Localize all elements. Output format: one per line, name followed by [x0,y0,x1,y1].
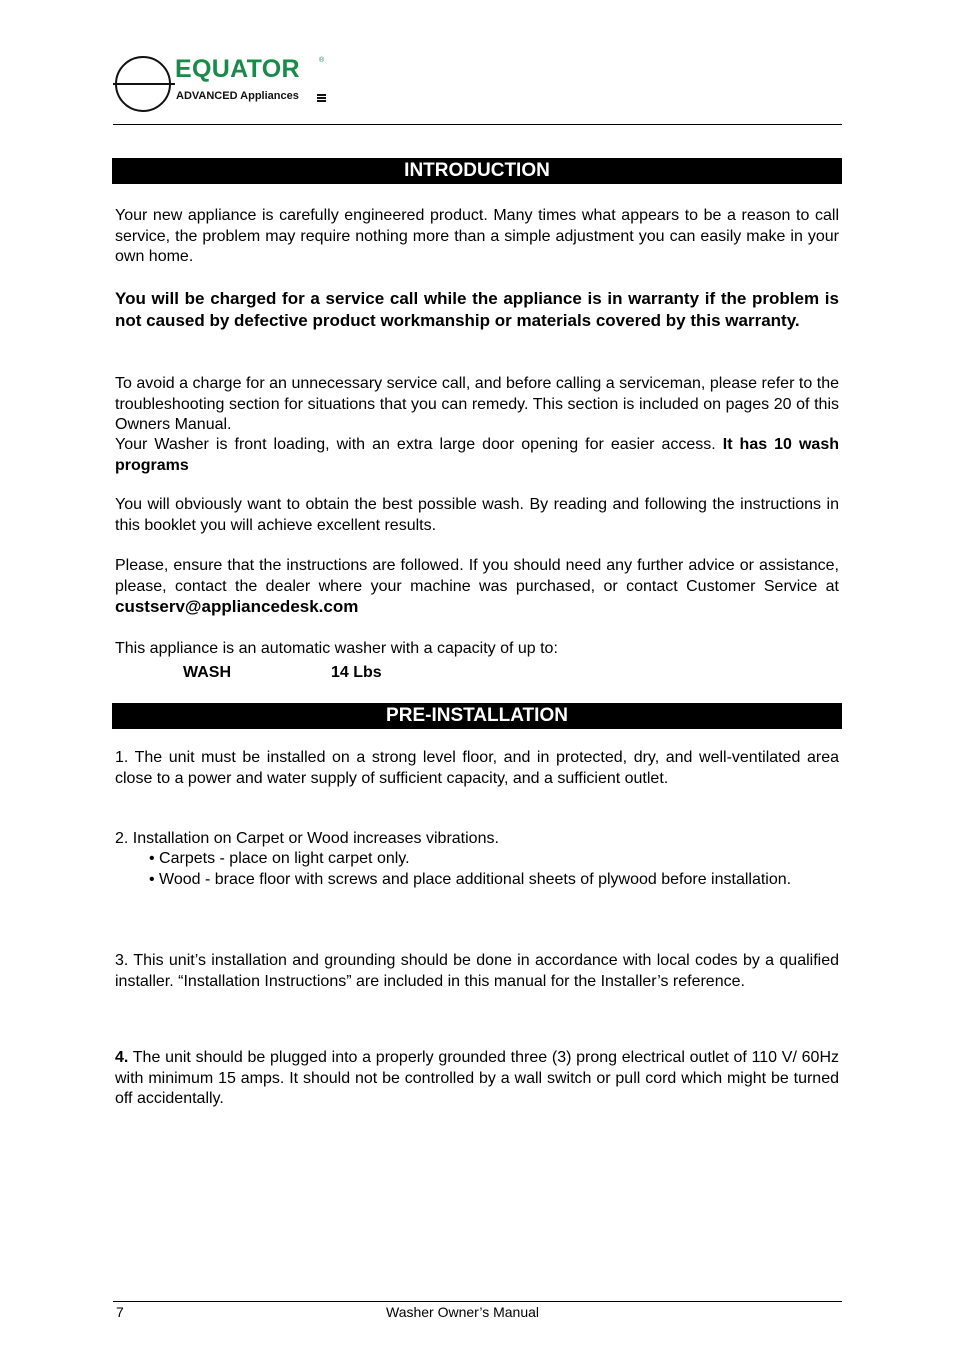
preinstall-item-2-bullet-wood: • Wood - brace floor with screws and place additional sheets of plywood before installation. [149,871,792,888]
intro-p6-text: Please, ensure that the instructions are followed. If you should need any further advice or assistance, please, contact the dealer where your machine was purchased, or contact Customer Service at [115,557,839,595]
capacity-value: 14 Lbs [331,664,382,681]
intro-warranty-notice: You will be charged for a service call while the appliance is in warranty if the problem is not caused by defective product workmanship or materials covered by this warranty. [115,289,839,330]
logo-bars-icon [317,94,326,102]
preinstall-item-1: 1. The unit must be installed on a strong level floor, and in protected, dry, and well-ventilated area close to a power and water supply of sufficient capacity, and a sufficient outlet. [115,749,839,787]
intro-paragraph-1: Your new appliance is carefully engineered product. Many times what appears to be a reason to call service, the problem may require nothing more than a simple adjustment you can easily make in your own home. [115,207,839,265]
preinstall-item-4-text: The unit should be plugged into a properly grounded three (3) prong electrical outlet of 110 V/ 60Hz with minimum 15 amps. It should not be controlled by a wall switch or pull cord which might be turned off accidentally. [115,1049,840,1107]
preinstall-item-3: 3. This unit’s installation and grounding should be done in accordance with local codes by a qualified installer. “Installation Instructions” are included in this manual for the Installer’s reference. [115,952,839,990]
preinstall-item-4 [115,1048,839,1110]
logo-tagline: ADVANCED Appliances [176,90,299,102]
preinstall-item-2: 2. Installation on Carpet or Wood increases vibrations. [115,830,499,847]
intro-p4-programs: It has 10 wash programs [115,436,839,474]
logo-brand: EQUATOR [175,55,300,83]
intro-p4-text: Your Washer is front loading, with an extra large door opening for easier access. [115,436,716,453]
intro-paragraph-3: To avoid a charge for an unnecessary service call, and before calling a serviceman, please refer to the troubleshooting section for situations that you can remedy. This section is included on pages 20 of this Owners Manual. [115,375,839,433]
footer-rule [113,1301,842,1302]
section-heading-introduction: INTRODUCTION [112,158,842,184]
intro-paragraph-4 [115,435,839,476]
intro-paragraph-7: This appliance is an automatic washer with a capacity of up to: [115,640,558,657]
footer-title: Washer Owner’s Manual [386,1304,540,1320]
logo-circle-icon [113,52,183,116]
capacity-label: WASH [183,664,231,681]
intro-paragraph-5: You will obviously want to obtain the best possible wash. By reading and following the instructions in this booklet you will achieve excellent results. [115,496,839,534]
page-number: 7 [116,1304,124,1320]
equator-logo [113,52,343,116]
intro-paragraph-6 [115,556,839,619]
section-heading-preinstallation: PRE-INSTALLATION [112,703,842,729]
header-rule [113,124,842,125]
preinstall-item-2-bullet-carpet: • Carpets - place on light carpet only. [149,850,410,867]
preinstall-item-4-number: 4. [115,1049,129,1066]
customer-service-email[interactable]: custserv@appliancedesk.com [115,597,359,616]
logo-registered-mark: ® [319,57,325,64]
